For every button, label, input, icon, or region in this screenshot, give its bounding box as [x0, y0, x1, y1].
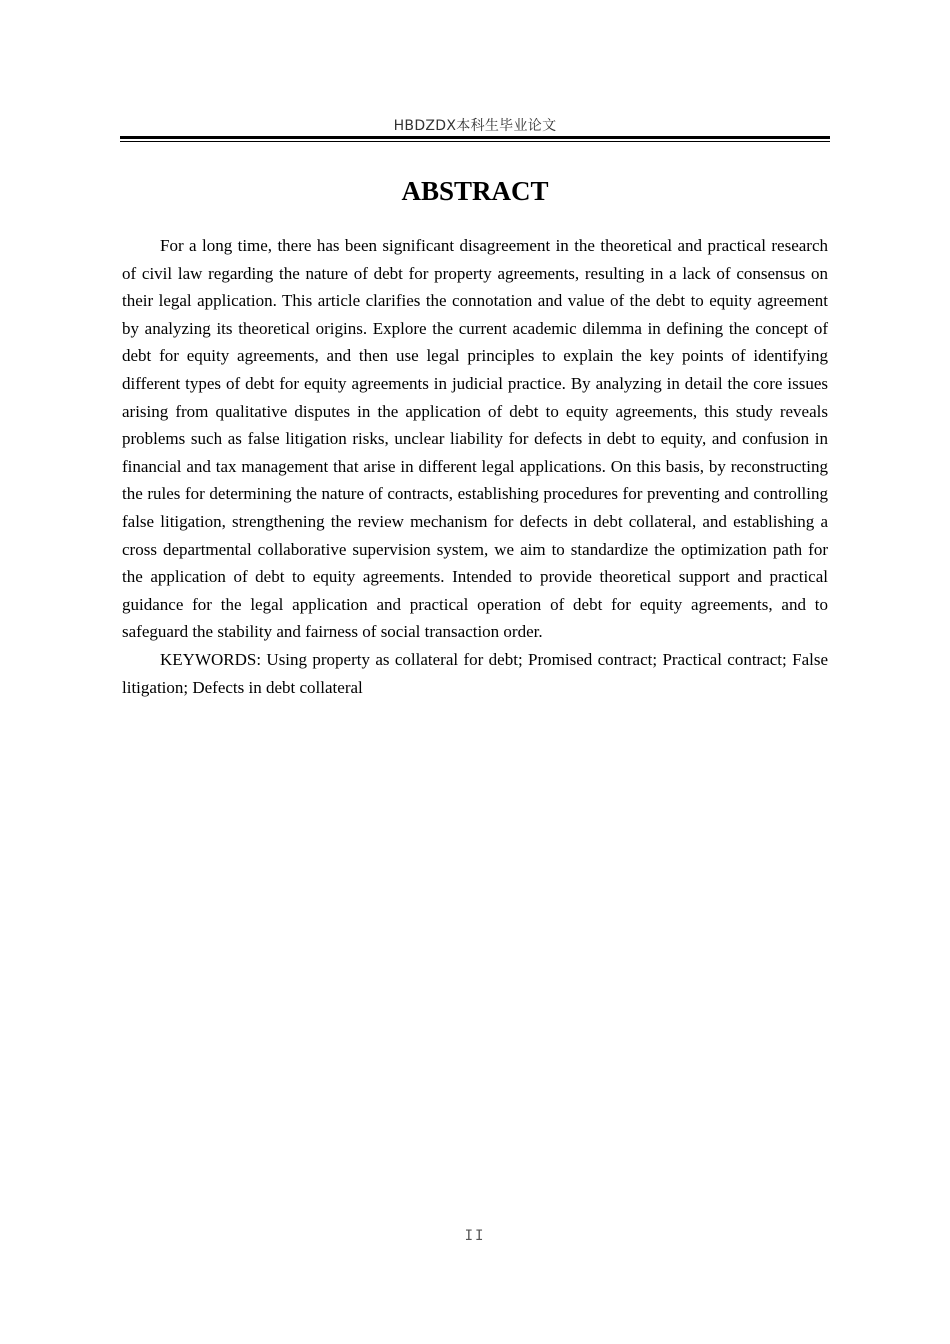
running-header: HBDZDX本科生毕业论文: [393, 118, 557, 134]
abstract-body: [122, 232, 828, 701]
header-rule-thin: [120, 141, 830, 142]
keywords-paragraph: KEYWORDS: Using property as collateral for debt; Promised contract; Practical contract; False litigation; Defects in debt collateral: [122, 649, 828, 697]
page-number: II: [464, 1228, 486, 1244]
page-title: ABSTRACT: [401, 176, 549, 206]
abstract-paragraph: For a long time, there has been significant disagreement in the theoretical and practical research of civil law regarding the nature of debt for property agreements, resulting in a lack of consensus on their legal application. This article clarifies the connotation and value of the debt to equity agreement by analyzing its theoretical origins. Explore the current academic dilemma in defining the concept of debt for equity agreements, and then use legal principles to explain the key points of identifying different types of debt for equity agreements in judicial practice. By analyzing in detail the core issues arising from qualitative disputes in the application of debt to equity agreements, this study reveals problems such as false litigation risks, unclear liability for defects in debt to equity, and confusion in financial and tax management that arise in different legal applications. On this basis, by reconstructing the rules for determining the nature of contracts, establishing procedures for preventing and controlling false litigation, strengthening the review mechanism for defects in debt collateral, and establishing a cross departmental collaborative supervision system, we aim to standardize the optimization path for the application of debt to equity agreements. Intended to provide theoretical support and practical guidance for the legal application and practical operation of debt for equity agreements, and to safeguard the stability and fairness of social transaction order.: [122, 236, 828, 642]
header-rule-thick: [120, 136, 830, 139]
